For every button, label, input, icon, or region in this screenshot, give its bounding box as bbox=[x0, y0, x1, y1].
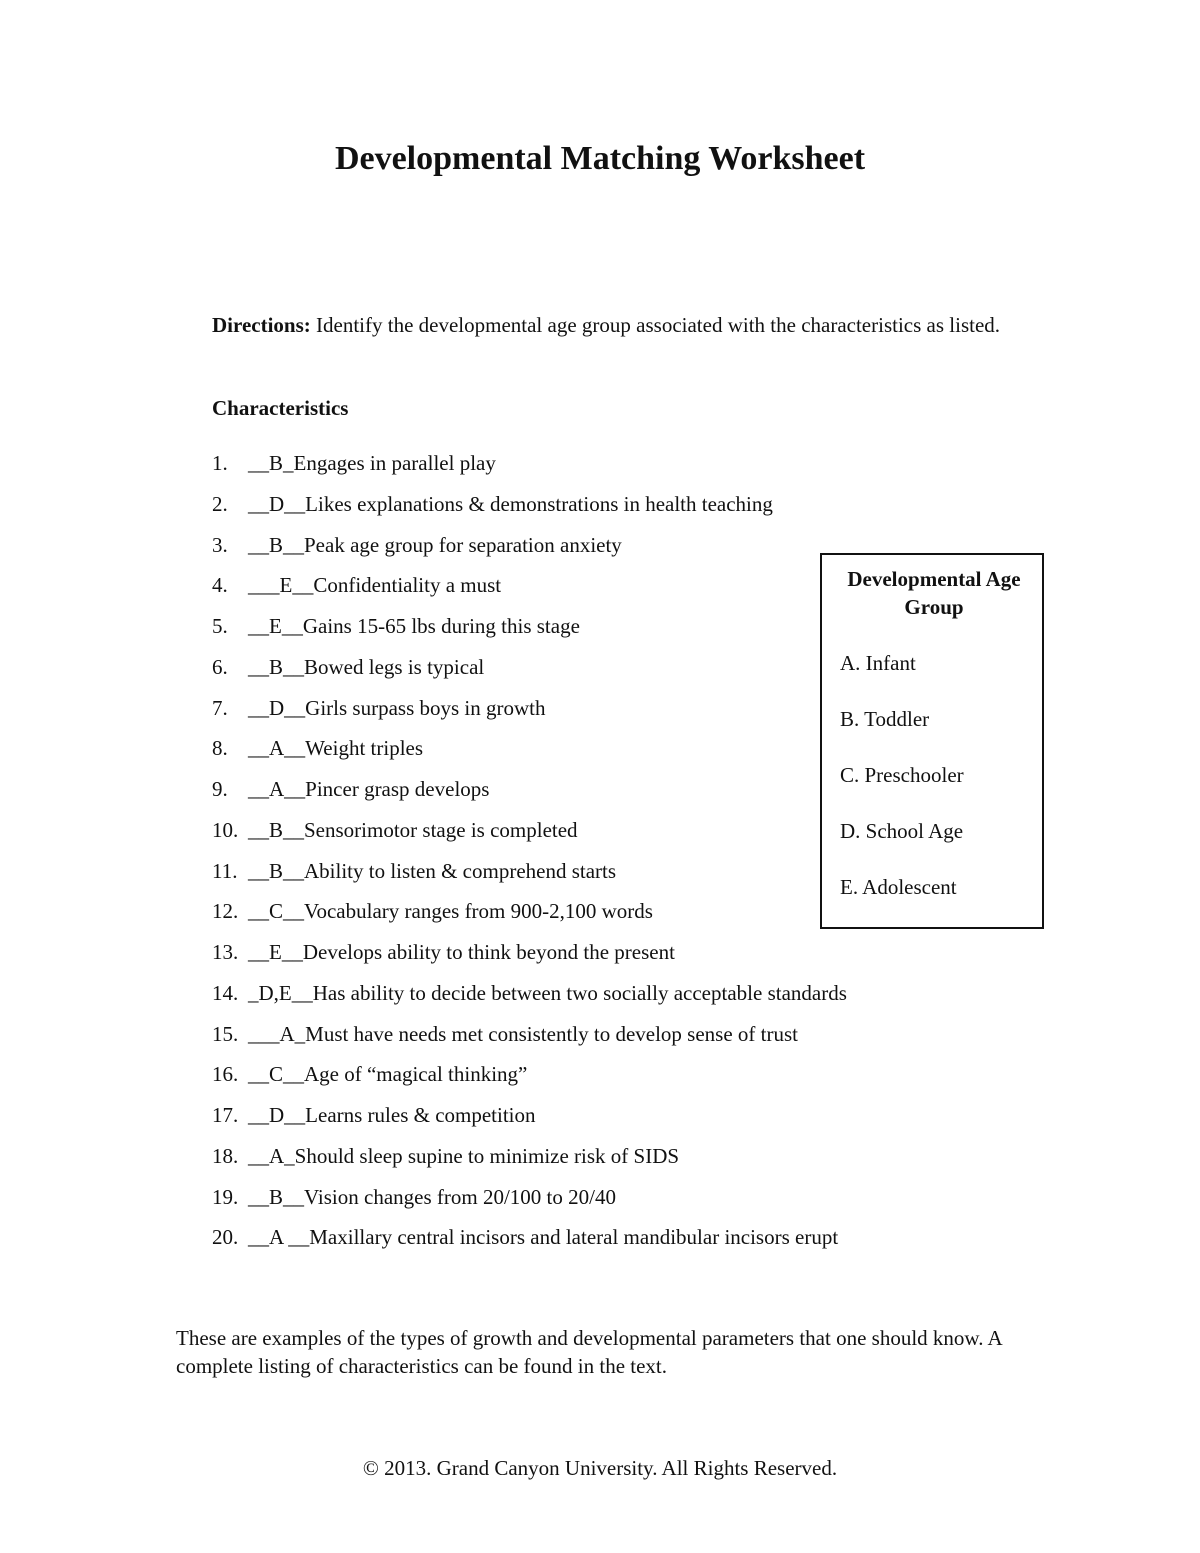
item-text: __E__Develops ability to think beyond the present bbox=[248, 940, 675, 964]
age-group-item: C. Preschooler bbox=[840, 763, 964, 787]
item-text: __A__Pincer grasp develops bbox=[248, 777, 490, 801]
item-number: 10. bbox=[212, 817, 239, 842]
age-group-item: A. Infant bbox=[840, 651, 916, 675]
item-number: 14. bbox=[212, 980, 239, 1005]
item-number: 4. bbox=[212, 573, 228, 598]
list-item bbox=[212, 734, 847, 775]
list-item bbox=[212, 1223, 847, 1264]
item-text: __B_Engages in parallel play bbox=[248, 451, 496, 475]
item-text: __B__Sensorimotor stage is completed bbox=[248, 817, 578, 842]
list-item bbox=[212, 1020, 847, 1061]
item-number: 7. bbox=[212, 695, 228, 720]
item-number: 20. bbox=[212, 1225, 239, 1250]
item-text: __B__Vision changes from 20/100 to 20/40 bbox=[248, 1184, 616, 1209]
list-item bbox=[212, 938, 847, 979]
item-text: __C__Vocabulary ranges from 900-2,100 words bbox=[248, 899, 653, 924]
item-text: __A __Maxillary central incisors and lateral mandibular incisors erupt bbox=[248, 1225, 839, 1250]
list-item bbox=[212, 1101, 847, 1142]
item-number: 13. bbox=[212, 940, 239, 964]
item-text: __A_Should sleep supine to minimize risk of SIDS bbox=[248, 1143, 680, 1168]
directions-label: Directions: bbox=[212, 313, 311, 337]
item-text: __B__Ability to listen & comprehend starts bbox=[248, 858, 617, 883]
list-item bbox=[212, 816, 847, 857]
page-title: Developmental Matching Worksheet bbox=[334, 140, 866, 177]
list-item bbox=[212, 531, 847, 572]
directions-text: Identify the developmental age group associated with the characteristics as listed. bbox=[310, 313, 1001, 337]
item-number: 5. bbox=[212, 614, 228, 638]
age-group-box bbox=[820, 553, 1044, 929]
age-group-item: B. Toddler bbox=[840, 707, 930, 731]
item-number: 1. bbox=[212, 451, 228, 475]
list-item bbox=[212, 449, 847, 490]
item-text: __B__Peak age group for separation anxiety bbox=[248, 532, 622, 557]
item-number: 15. bbox=[212, 1021, 239, 1046]
item-text: __E__Gains 15-65 lbs during this stage bbox=[248, 614, 580, 638]
item-number: 8. bbox=[212, 736, 228, 761]
item-text: _D,E__Has ability to decide between two socially acceptable standards bbox=[248, 980, 847, 1005]
item-text: ___A_Must have needs met consistently to develop sense of trust bbox=[248, 1021, 798, 1046]
item-number: 19. bbox=[212, 1184, 239, 1209]
list-item bbox=[212, 979, 847, 1020]
list-item bbox=[212, 694, 847, 735]
list-item bbox=[212, 571, 847, 612]
age-group-title: Developmental Age Group bbox=[847, 567, 1021, 619]
age-group-item: E. Adolescent bbox=[840, 875, 957, 899]
item-text: ___E__Confidentiality a must bbox=[248, 573, 502, 598]
item-number: 11. bbox=[212, 858, 238, 883]
list-item bbox=[212, 1142, 847, 1183]
footer-note: These are examples of the types of growth and developmental parameters that one should know. A complete listing of characteristics can be found in the text. bbox=[176, 1326, 1002, 1378]
characteristics-list bbox=[212, 449, 847, 1264]
item-text: __B__Bowed legs is typical bbox=[248, 654, 485, 679]
item-number: 18. bbox=[212, 1143, 239, 1168]
list-item bbox=[212, 857, 847, 898]
list-item bbox=[212, 490, 847, 531]
list-item bbox=[212, 1060, 847, 1101]
item-number: 17. bbox=[212, 1103, 239, 1127]
item-number: 6. bbox=[212, 654, 228, 679]
item-number: 9. bbox=[212, 777, 228, 801]
item-text: __C__Age of “magical thinking” bbox=[248, 1062, 528, 1087]
item-text: __D__Learns rules & competition bbox=[248, 1103, 536, 1127]
list-item bbox=[212, 612, 847, 653]
directions bbox=[212, 311, 1042, 339]
age-group-item: D. School Age bbox=[840, 819, 964, 843]
item-text: __D__Likes explanations & demonstrations in health teaching bbox=[248, 491, 773, 516]
characteristics-heading: Characteristics bbox=[212, 396, 349, 420]
item-number: 12. bbox=[212, 899, 239, 924]
item-text: __D__Girls surpass boys in growth bbox=[248, 695, 546, 720]
item-text: __A__Weight triples bbox=[248, 736, 424, 761]
list-item bbox=[212, 1183, 847, 1224]
list-item bbox=[212, 897, 847, 938]
list-item bbox=[212, 653, 847, 694]
item-number: 2. bbox=[212, 491, 228, 516]
copyright: © 2013. Grand Canyon University. All Rights Reserved. bbox=[362, 1456, 838, 1480]
item-number: 3. bbox=[212, 532, 228, 557]
item-number: 16. bbox=[212, 1062, 239, 1087]
list-item bbox=[212, 775, 847, 816]
